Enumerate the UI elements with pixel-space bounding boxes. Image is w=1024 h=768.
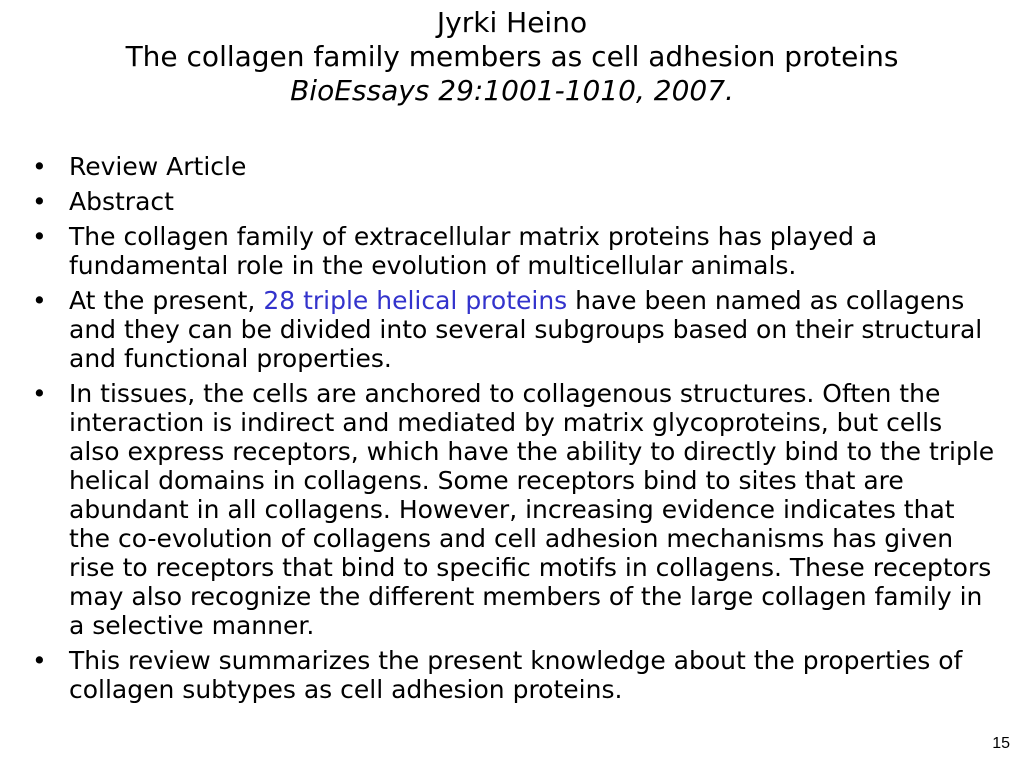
bullet-icon: •: [32, 152, 47, 181]
bullet-review-article: [28, 152, 998, 181]
bullet-text-pre: At the present,: [69, 286, 264, 315]
bullet-icon: •: [32, 222, 47, 251]
journal-citation: BioEssays 29:1001-1010, 2007.: [290, 74, 734, 107]
bullet-tissues: [28, 379, 998, 640]
slide-title: [0, 6, 1024, 108]
bullet-abstract: [28, 187, 998, 216]
bullet-text-post: have been named as collagens and they can be divided into several subgroups based on their structural and functional properties.: [69, 286, 983, 373]
bullet-text: In tissues, the cells are anchored to collagenous structures. Often the interaction is indirect and mediated by matrix glycoproteins, but cells also express receptors, which have the ability to directly bind to the triple helical domains in collagens. Some receptors bind to sites that are abundant in all collagens. However, increasing evidence indicates that the co-evolution of collagens and cell adhesion mechanisms has given rise to receptors that bind to specific motifs in collagens. These receptors may also recognize the different members of the large collagen family in a selective manner.: [69, 379, 995, 640]
bullet-text: Review Article: [69, 152, 247, 181]
bullet-icon: •: [32, 286, 47, 315]
triple-helical-proteins-link[interactable]: 28 triple helical proteins: [263, 286, 568, 315]
bullet-icon: •: [32, 379, 47, 408]
bullet-text: This review summarizes the present knowledge about the properties of collagen subtypes as cell adhesion proteins.: [69, 646, 963, 704]
author-name: Jyrki Heino: [436, 6, 588, 39]
bullet-icon: •: [32, 646, 47, 675]
bullet-list: [28, 152, 998, 710]
bullet-text: Abstract: [69, 187, 174, 216]
bullet-collagen-family: [28, 222, 998, 280]
article-title: The collagen family members as cell adhesion proteins: [125, 40, 899, 73]
bullet-review-summary: [28, 646, 998, 704]
bullet-text: The collagen family of extracellular matrix proteins has played a fundamental role in the evolution of multicellular animals.: [69, 222, 878, 280]
bullet-triple-helical: [28, 286, 998, 373]
bullet-icon: •: [32, 187, 47, 216]
page-number: 15: [992, 735, 1010, 752]
